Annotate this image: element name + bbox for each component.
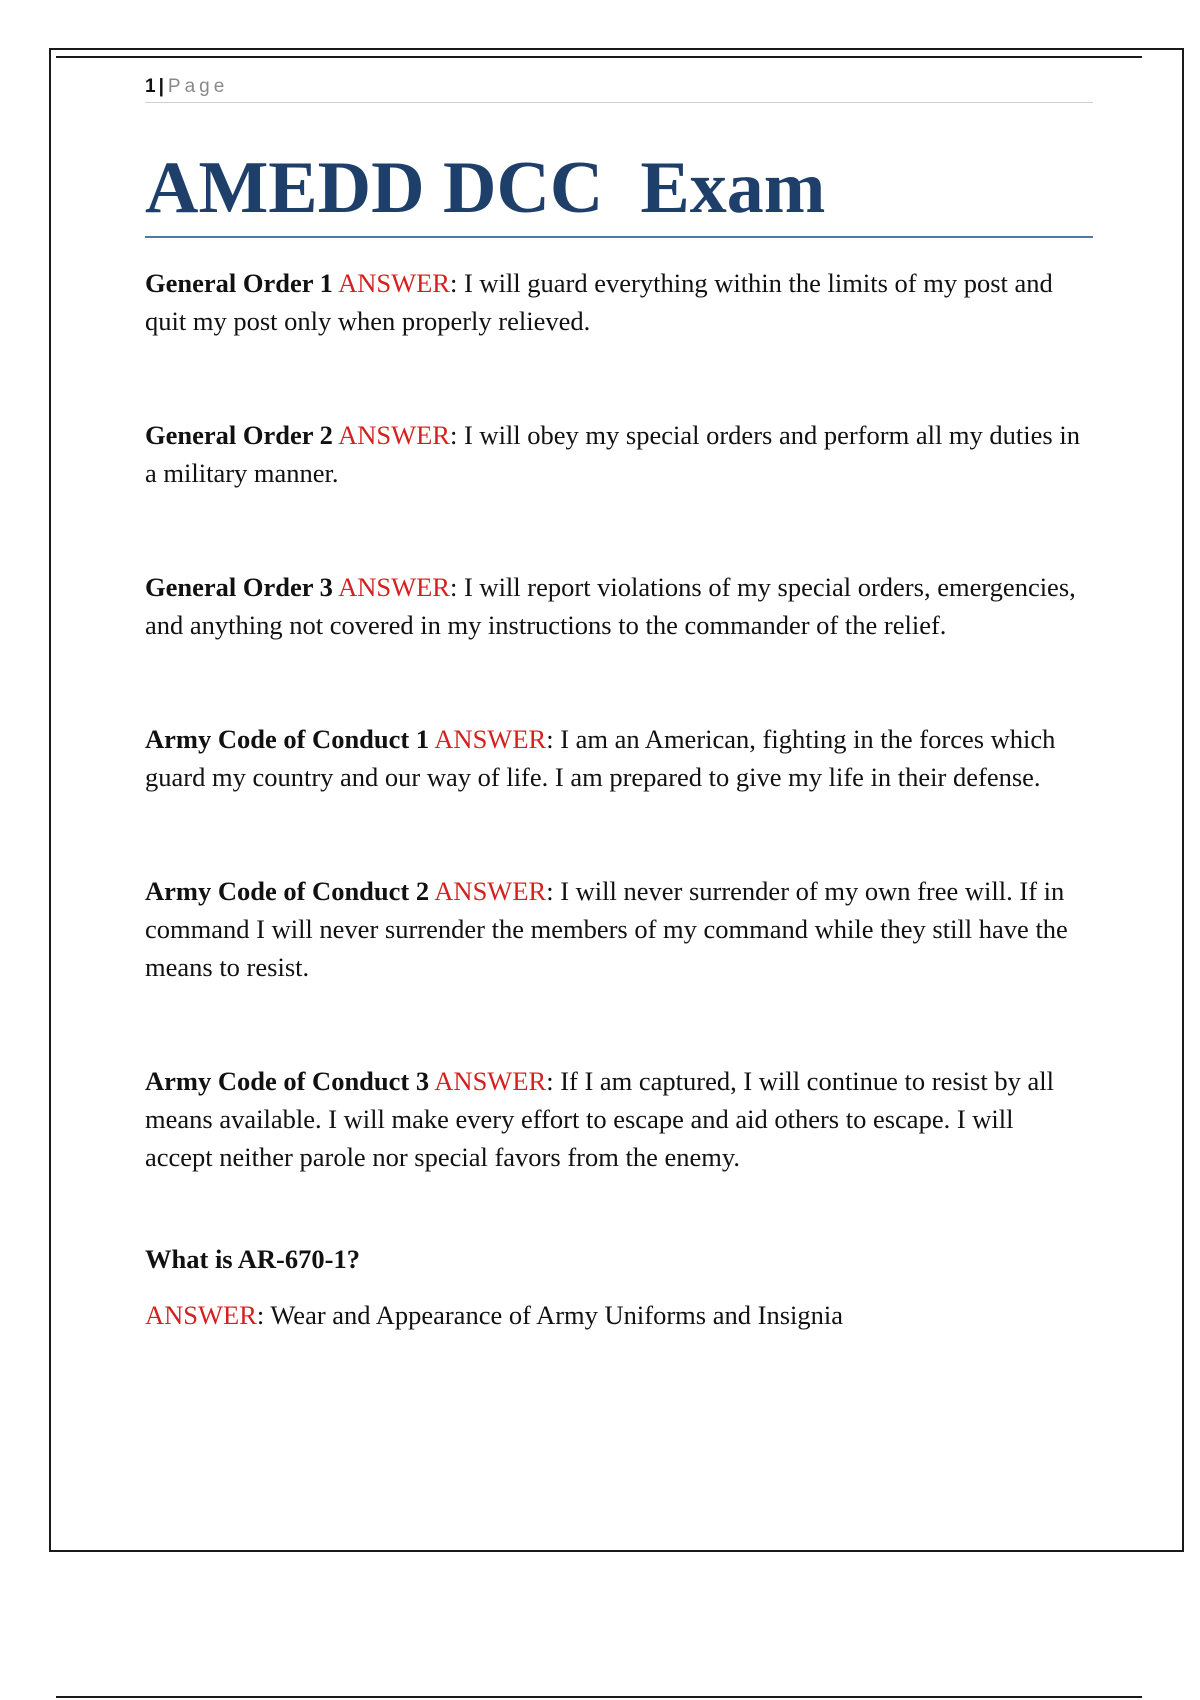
- answer-keyword: ANSWER: [434, 724, 547, 754]
- answer-colon: :: [546, 876, 554, 906]
- entry-label: Army Code of Conduct 3: [145, 1066, 430, 1096]
- answer-colon: :: [449, 268, 458, 298]
- entry-general-order-3: [145, 568, 1085, 644]
- answer-colon: :: [449, 420, 458, 450]
- entry-general-order-2: [145, 416, 1085, 492]
- question-answer: [145, 1296, 1085, 1334]
- entry-label: Army Code of Conduct 1: [145, 724, 430, 754]
- entry-label: Army Code of Conduct 2: [145, 876, 430, 906]
- entry-answer-text: I will obey my special orders and perform all my duties in a military manner.: [145, 420, 1080, 488]
- document-body: [145, 264, 1085, 1334]
- entry-answer-text: I am an American, fighting in the forces which guard my country and our way of life. I am prepared to give my life in their defense.: [145, 724, 1056, 792]
- answer-colon: :: [546, 1066, 554, 1096]
- entry-label: General Order 2: [145, 420, 333, 450]
- entry-label: General Order 3: [145, 572, 333, 602]
- entry-general-order-1: [145, 264, 1085, 340]
- document-title: AMEDD DCC Exam: [145, 140, 1093, 238]
- entry-answer-text: If I am captured, I will continue to resist by all means available. I will make every effort to escape and aid others to escape. I will accept neither parole nor special favors from the enemy.: [145, 1066, 1054, 1172]
- answer-keyword: ANSWER: [338, 572, 450, 602]
- answer-keyword: ANSWER: [338, 420, 450, 450]
- answer-keyword: ANSWER: [434, 876, 547, 906]
- top-border-line: [56, 56, 1142, 58]
- answer-colon: :: [256, 1300, 265, 1330]
- entry-label: General Order 1: [145, 268, 333, 298]
- entry-code-of-conduct-1: [145, 720, 1085, 796]
- entry-answer-text: I will guard everything within the limits of my post and quit my post only when properly relieved.: [145, 268, 1053, 336]
- answer-colon: :: [449, 572, 458, 602]
- answer-keyword: ANSWER: [145, 1300, 257, 1330]
- question-answer-text: Wear and Appearance of Army Uniforms and Insignia: [264, 1300, 843, 1330]
- entry-answer-text: I will never surrender of my own free will. If in command I will never surrender the members of my command while they still have the means to resist.: [145, 876, 1068, 982]
- answer-colon: :: [546, 724, 554, 754]
- answer-keyword: ANSWER: [338, 268, 450, 298]
- page-header: [145, 72, 1093, 103]
- page-label: Page: [167, 76, 229, 97]
- entry-code-of-conduct-3: [145, 1062, 1085, 1176]
- next-page-border-line: [56, 1696, 1142, 1698]
- question-ar-670-1: What is AR-670-1?: [145, 1244, 360, 1274]
- entry-code-of-conduct-2: [145, 872, 1085, 986]
- page-number-separator: |: [158, 76, 164, 97]
- answer-keyword: ANSWER: [434, 1066, 547, 1096]
- entry-answer-text: I will report violations of my special orders, emergencies, and anything not covered in my instructions to the commander of the relief.: [145, 572, 1076, 640]
- page-number: 1: [145, 76, 156, 97]
